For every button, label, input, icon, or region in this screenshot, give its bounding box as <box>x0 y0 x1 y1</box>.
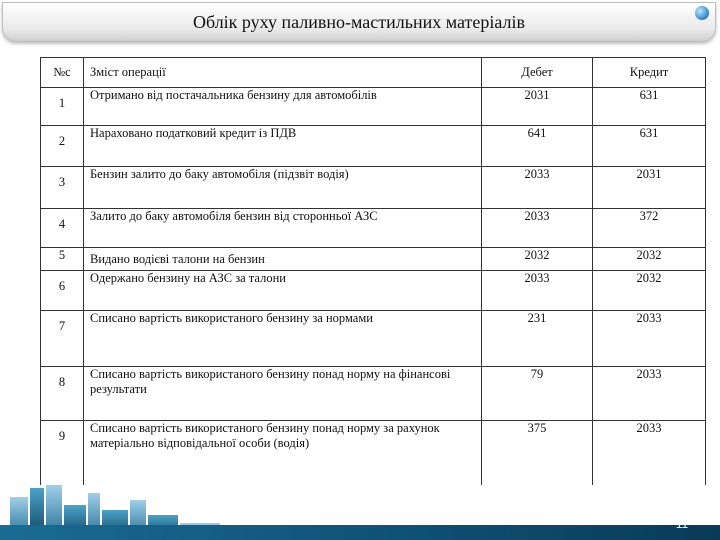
row-desc: Бензин залито до баку автомобіля (підзвіт водія) <box>84 167 482 209</box>
row-debit: 2033 <box>482 167 593 209</box>
table-row <box>41 167 706 209</box>
row-num: 9 <box>41 421 84 493</box>
row-debit: 2032 <box>482 248 593 271</box>
row-credit: 2032 <box>593 271 706 311</box>
row-credit: 631 <box>593 126 706 167</box>
row-credit: 372 <box>593 209 706 248</box>
row-debit: 2033 <box>482 209 593 248</box>
globe-icon <box>695 6 709 20</box>
row-num: 1 <box>41 88 84 126</box>
table-row <box>41 311 706 367</box>
row-desc: Залито до баку автомобіля бензин від сторонньої АЗС <box>84 209 482 248</box>
row-num: 4 <box>41 209 84 248</box>
page-number: 11 <box>675 517 689 531</box>
table-row <box>41 271 706 311</box>
row-num: 6 <box>41 271 84 311</box>
title-bar <box>2 2 716 42</box>
row-credit: 2033 <box>593 367 706 421</box>
row-num: 7 <box>41 311 84 367</box>
slide-title: Облік руху паливно-мастильних матеріалів <box>192 12 525 32</box>
header-num: №с <box>41 58 84 88</box>
row-credit: 2033 <box>593 311 706 367</box>
table-row <box>41 126 706 167</box>
row-debit: 2033 <box>482 271 593 311</box>
row-desc: Отримано від постачальника бензину для автомобілів <box>84 88 482 126</box>
table-header-row <box>41 58 706 88</box>
header-debit: Дебет <box>482 58 593 88</box>
header-credit: Кредит <box>593 58 706 88</box>
row-credit: 631 <box>593 88 706 126</box>
table-row <box>41 367 706 421</box>
row-desc: Списано вартість використаного бензину за нормами <box>84 311 482 367</box>
table-row <box>41 209 706 248</box>
operations-table <box>40 57 706 493</box>
row-debit: 79 <box>482 367 593 421</box>
row-debit: 231 <box>482 311 593 367</box>
row-num: 5 <box>41 248 84 271</box>
row-desc: Нараховано податковий кредит із ПДВ <box>84 126 482 167</box>
row-debit: 2031 <box>482 88 593 126</box>
row-debit: 641 <box>482 126 593 167</box>
table-row <box>41 88 706 126</box>
row-credit: 2033 <box>593 421 706 493</box>
row-credit: 2032 <box>593 248 706 271</box>
header-desc: Зміст операції <box>84 58 482 88</box>
row-num: 2 <box>41 126 84 167</box>
row-desc: Видано водієві талони на бензин <box>84 248 482 271</box>
city-skyline-image <box>0 485 720 540</box>
row-desc: Одержано бензину на АЗС за талони <box>84 271 482 311</box>
row-desc: Списано вартість використаного бензину понад норму на фінансові результати <box>84 367 482 421</box>
table-row <box>41 248 706 271</box>
row-debit: 375 <box>482 421 593 493</box>
row-num: 8 <box>41 367 84 421</box>
table-row <box>41 421 706 493</box>
row-desc: Списано вартість використаного бензину понад норму за рахунок матеріально відповідальної особи (водія) <box>84 421 482 493</box>
row-num: 3 <box>41 167 84 209</box>
row-credit: 2031 <box>593 167 706 209</box>
